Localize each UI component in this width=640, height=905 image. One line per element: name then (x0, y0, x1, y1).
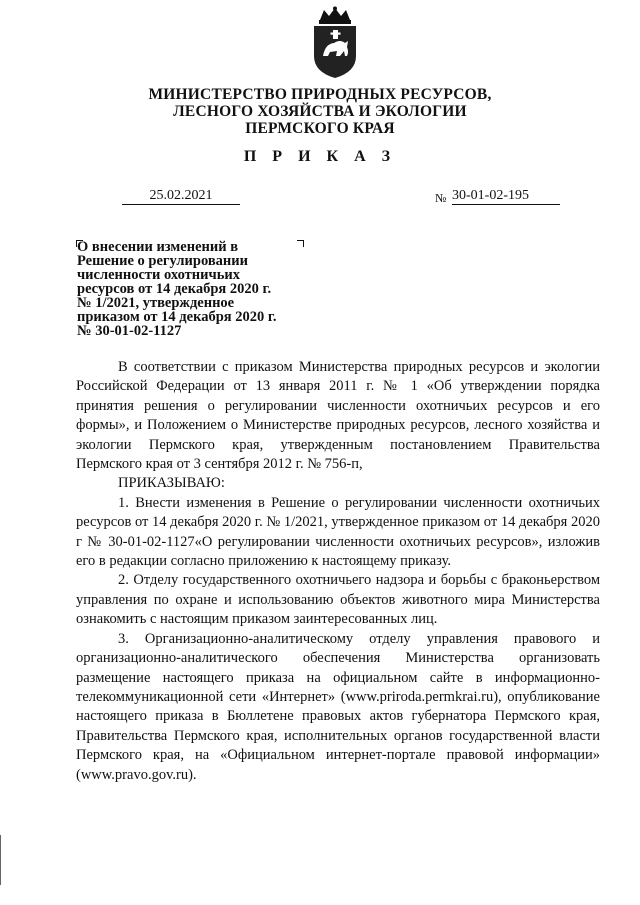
coat-of-arms-icon (302, 6, 368, 80)
order-date: 25.02.2021 (122, 187, 240, 205)
order-word: ПРИКАЗЫВАЮ: (118, 475, 225, 492)
subject-line: О внесении изменений в (77, 239, 239, 255)
order-subject (77, 240, 317, 338)
ministry-header (60, 86, 580, 137)
subject-line: приказом от 14 декабря 2020 г. (77, 309, 277, 325)
subject-line: № 1/2021, утвержденное (77, 295, 235, 311)
subject-line: № 30-01-02-1127 (77, 323, 182, 339)
subject-line: ресурсов от 14 декабря 2020 г. (77, 281, 272, 297)
order-number: 30-01-02-195 (452, 187, 560, 205)
subject-line: Решение о регулировании (77, 253, 248, 269)
header-line-3: ПЕРМСКОГО КРАЯ (245, 120, 395, 137)
order-body (76, 358, 600, 785)
order-item-2: 2. Отделу государственного охотничьего надзора и борьбы с браконьерством управления по охране и использованию объектов животного мира Министерства ознакомить с настоящим приказом заинтересованных лиц. (76, 572, 600, 628)
order-item-3: 3. Организационно-аналитическому отделу управления правового и организационно-аналитического обеспечения Министерства организовать размещение настоящего приказа на официальном сайте в информационно-телекоммуникационной сети «Интернет» (www.priroda.permkrai.ru), опубликование настоящего приказа в Бюллетене правовых актов губернатора Пермского края, Правительства Пермского края, исполнительных органов государственной власти Пермского края, на «Официальном интернет-портале правовой информации» (www.pravo.gov.ru). (76, 630, 600, 783)
header-line-1: МИНИСТЕРСТВО ПРИРОДНЫХ РЕСУРСОВ, (148, 86, 492, 103)
preamble-paragraph: В соответствии с приказом Министерства природных ресурсов и экологии Российской Федерации от 13 января 2011 г. № 1 «Об утверждении порядка принятия решения о регулировании численности охотничьих ресурсов и его формы», и Положением о Министерстве природных ресурсов, лесного хозяйства и экологии Пермского края, утвержденным постановлением Правительства Пермского края от 3 сентября 2012 г. № 756-п, (76, 359, 600, 473)
number-sign: № (435, 191, 447, 205)
document-type: П Р И К А З (243, 148, 397, 165)
subject-line: численности охотничьих (77, 267, 240, 283)
scan-edge-mark (0, 835, 1, 885)
header-line-2: ЛЕСНОГО ХОЗЯЙСТВА И ЭКОЛОГИИ (173, 103, 467, 120)
order-item-1: 1. Внести изменения в Решение о регулировании численности охотничьих ресурсов от 14 декабря 2020 г. № 1/2021, утвержденное приказом от 14 декабря 2020 г № 30-01-02-1127«О регулировании численности охотничьих ресурсов», изложив его в редакции согласно приложению к настоящему приказу. (76, 494, 600, 570)
